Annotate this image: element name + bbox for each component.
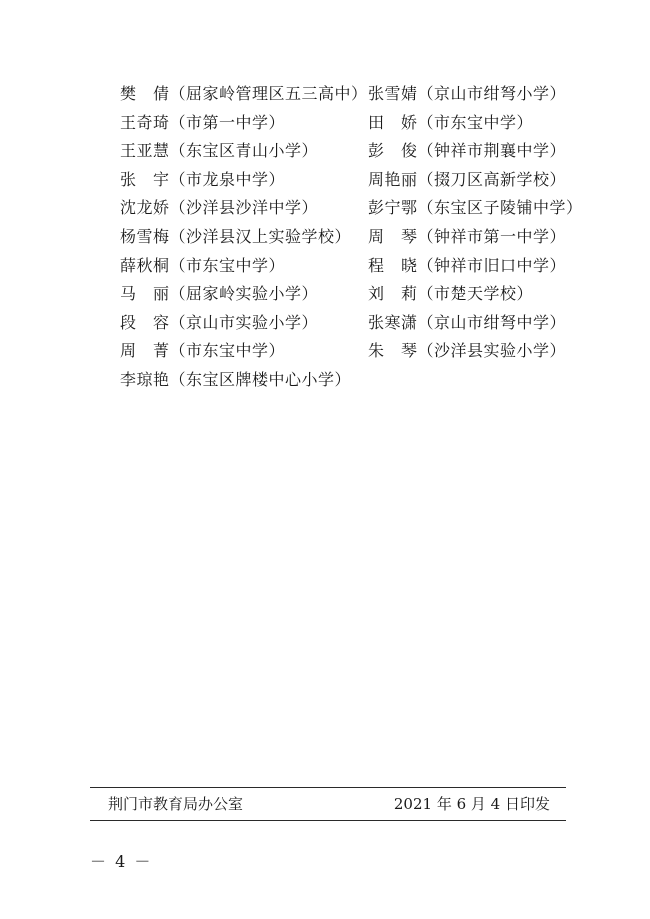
list-item bbox=[120, 280, 360, 309]
teacher-name: 田 娇 bbox=[368, 112, 418, 132]
page-number: － 4 － bbox=[90, 852, 153, 871]
teacher-name: 樊 倩 bbox=[120, 84, 170, 103]
school-name: （沙洋县沙洋中学） bbox=[169, 198, 319, 218]
left-name-list bbox=[120, 80, 368, 395]
footer-top-rule bbox=[90, 787, 566, 788]
list-item bbox=[120, 223, 360, 252]
list-item bbox=[368, 223, 608, 252]
list-item bbox=[368, 252, 608, 281]
list-item bbox=[120, 252, 360, 281]
list-item bbox=[120, 194, 360, 223]
school-name: （钟祥市荆襄中学） bbox=[417, 141, 567, 161]
teacher-name: 王亚慧 bbox=[120, 141, 170, 161]
list-item bbox=[120, 309, 360, 338]
school-name: （沙洋县汉上实验学校） bbox=[169, 226, 352, 246]
school-name: （京山市绀弩中学） bbox=[417, 312, 567, 332]
school-name: （屈家岭管理区五三高中） bbox=[169, 84, 368, 103]
school-name: （钟祥市第一中学） bbox=[417, 226, 567, 246]
teacher-name: 周 菁 bbox=[120, 341, 170, 361]
list-item bbox=[368, 309, 608, 338]
teacher-name: 刘 莉 bbox=[368, 284, 418, 304]
school-name: （市龙泉中学） bbox=[169, 169, 286, 189]
list-item bbox=[368, 80, 608, 109]
school-name: （东宝区牌楼中心小学） bbox=[169, 369, 352, 389]
school-name: （东宝区青山小学） bbox=[169, 141, 319, 161]
issue-date: 2021 年 6 月 4 日印发 bbox=[393, 795, 550, 813]
school-name: （市第一中学） bbox=[169, 112, 286, 132]
teacher-name: 张雪婧 bbox=[368, 84, 418, 103]
teacher-name: 沈龙娇 bbox=[120, 198, 170, 218]
school-name: （沙洋县实验小学） bbox=[417, 341, 567, 361]
school-name: （市东宝中学） bbox=[169, 341, 286, 361]
school-name: （屈家岭实验小学） bbox=[169, 284, 319, 304]
school-name: （钟祥市旧口中学） bbox=[417, 255, 567, 275]
school-name: （京山市实验小学） bbox=[169, 312, 319, 332]
school-name: （京山市绀弩小学） bbox=[417, 84, 567, 103]
teacher-name: 杨雪梅 bbox=[120, 226, 170, 246]
list-item bbox=[120, 109, 360, 138]
list-item bbox=[120, 80, 368, 109]
school-name: （掇刀区高新学校） bbox=[417, 169, 567, 189]
teacher-name: 王奇琦 bbox=[120, 112, 170, 132]
issuing-office: 荆门市教育局办公室 bbox=[108, 795, 244, 813]
right-name-list bbox=[368, 80, 608, 366]
list-item bbox=[368, 194, 608, 223]
teacher-name: 周 琴 bbox=[368, 226, 418, 246]
school-name: （市东宝中学） bbox=[417, 112, 534, 132]
teacher-name: 彭 俊 bbox=[368, 141, 418, 161]
teacher-name: 彭宁鄂 bbox=[368, 198, 418, 218]
footer-bottom-rule bbox=[90, 820, 566, 821]
list-item bbox=[120, 166, 360, 195]
teacher-name: 段 容 bbox=[120, 312, 170, 332]
list-item bbox=[368, 280, 608, 309]
school-name: （市东宝中学） bbox=[169, 255, 286, 275]
list-item bbox=[120, 337, 360, 366]
list-item bbox=[368, 337, 608, 366]
list-item bbox=[120, 137, 360, 166]
list-item bbox=[120, 366, 360, 395]
teacher-name: 薛秋桐 bbox=[120, 255, 170, 275]
teacher-name: 李琼艳 bbox=[120, 369, 170, 389]
school-name: （市楚天学校） bbox=[417, 284, 534, 304]
list-item bbox=[368, 166, 608, 195]
teacher-name: 程 晓 bbox=[368, 255, 418, 275]
teacher-name: 马 丽 bbox=[120, 284, 170, 304]
teacher-name: 朱 琴 bbox=[368, 341, 418, 361]
school-name: （东宝区子陵铺中学） bbox=[417, 198, 583, 218]
list-item bbox=[368, 137, 608, 166]
teacher-name: 张寒潇 bbox=[368, 312, 418, 332]
list-item bbox=[368, 109, 608, 138]
teacher-name: 张 宇 bbox=[120, 169, 170, 189]
teacher-name: 周艳丽 bbox=[368, 169, 418, 189]
